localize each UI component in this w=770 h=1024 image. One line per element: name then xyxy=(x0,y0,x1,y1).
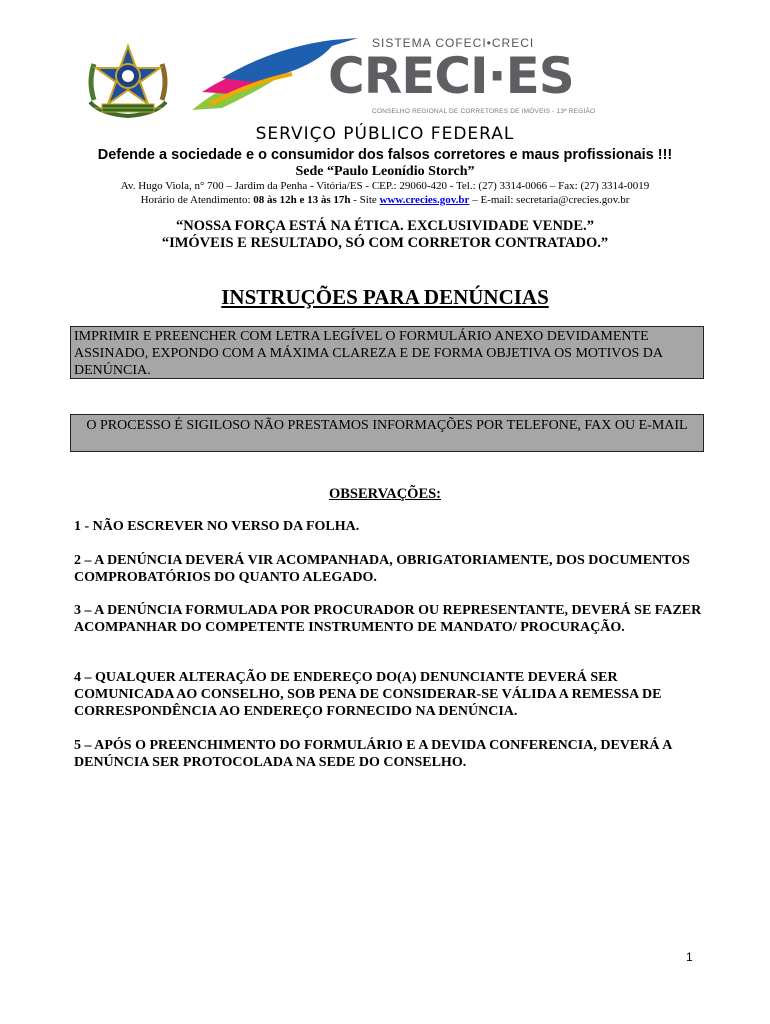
slogan-line-1: “NOSSA FORÇA ESTÁ NA ÉTICA. EXCLUSIVIDADE VENDE.” xyxy=(176,218,594,234)
sede-name: Sede “Paulo Leonídio Storch” xyxy=(295,164,475,179)
horario-line xyxy=(0,194,770,206)
observation-item: 1 - NÃO ESCREVER NO VERSO DA FOLHA. xyxy=(74,519,360,534)
email-text: – E-mail: secretaria@crecies.gov.br xyxy=(469,194,630,206)
observation-item: 2 – A DENÚNCIA DEVERÁ VIR ACOMPANHADA, OBRIGATORIAMENTE, DOS DOCUMENTOS COMPROBATÓRIOS DO QUANTO ALEGADO. xyxy=(74,553,690,585)
brazil-coat-of-arms-icon xyxy=(80,42,176,118)
slogan-line-2: “IMÓVEIS E RESULTADO, SÓ COM CORRETOR CONTRATADO.” xyxy=(161,235,609,251)
creci-logo-subtitle: CONSELHO REGIONAL DE CORRETORES DE IMÓVEIS - 13ª REGIÃO xyxy=(372,108,596,115)
document-title: INSTRUÇÕES PARA DENÚNCIAS xyxy=(221,285,549,309)
site-label: - Site xyxy=(350,194,380,206)
observacoes-heading: OBSERVAÇÕES: xyxy=(328,486,442,502)
page-number: 1 xyxy=(686,950,693,964)
site-link[interactable]: www.crecies.gov.br xyxy=(379,194,470,206)
creci-es-logo-text: CRECI·ES xyxy=(328,47,574,105)
defende-tagline: Defende a sociedade e o consumidor dos falsos corretores e maus profissionais !!! xyxy=(97,147,673,163)
instruction-box-confidential: O PROCESSO É SIGILOSO NÃO PRESTAMOS INFORMAÇÕES POR TELEFONE, FAX OU E-MAIL xyxy=(70,414,704,452)
sistema-label: SISTEMA COFECI•CRECI xyxy=(372,36,535,50)
horario-prefix: Horário de Atendimento: xyxy=(140,194,254,206)
observation-item: 4 – QUALQUER ALTERAÇÃO DE ENDEREÇO DO(A) DENUNCIANTE DEVERÁ SER COMUNICADA AO CONSELHO, SOB PENA DE CONSIDERAR-SE VÁLIDA A REMESSA DE CORRESPONDÊNCIA AO ENDEREÇO FORNECIDO NA DENÚNCIA. xyxy=(74,670,662,719)
servico-publico-heading: SERVIÇO PÚBLICO FEDERAL xyxy=(255,124,515,144)
horario-hours: 08 às 12h e 13 às 17h xyxy=(253,194,351,206)
observation-item: 5 – APÓS O PREENCHIMENTO DO FORMULÁRIO E A DEVIDA CONFERENCIA, DEVERÁ A DENÚNCIA SER PROTOCOLADA NA SEDE DO CONSELHO. xyxy=(74,738,672,770)
observation-item: 3 – A DENÚNCIA FORMULADA POR PROCURADOR OU REPRESENTANTE, DEVERÁ SE FAZER ACOMPANHAR DO COMPETENTE INSTRUMENTO DE MANDATO/ PROCURAÇÃO. xyxy=(74,603,702,635)
instruction-box-print: IMPRIMIR E PREENCHER COM LETRA LEGÍVEL O FORMULÁRIO ANEXO DEVIDAMENTE ASSINADO, EXPONDO COM A MÁXIMA CLAREZA E DE FORMA OBJETIVA OS MOTIVOS DA DENÚNCIA. xyxy=(70,326,704,379)
address-line: Av. Hugo Viola, n° 700 – Jardim da Penha - Vitória/ES - CEP.: 29060-420 - Tel.: (27) 3314-0066 – Fax: (27) 3314-0019 xyxy=(120,180,650,192)
